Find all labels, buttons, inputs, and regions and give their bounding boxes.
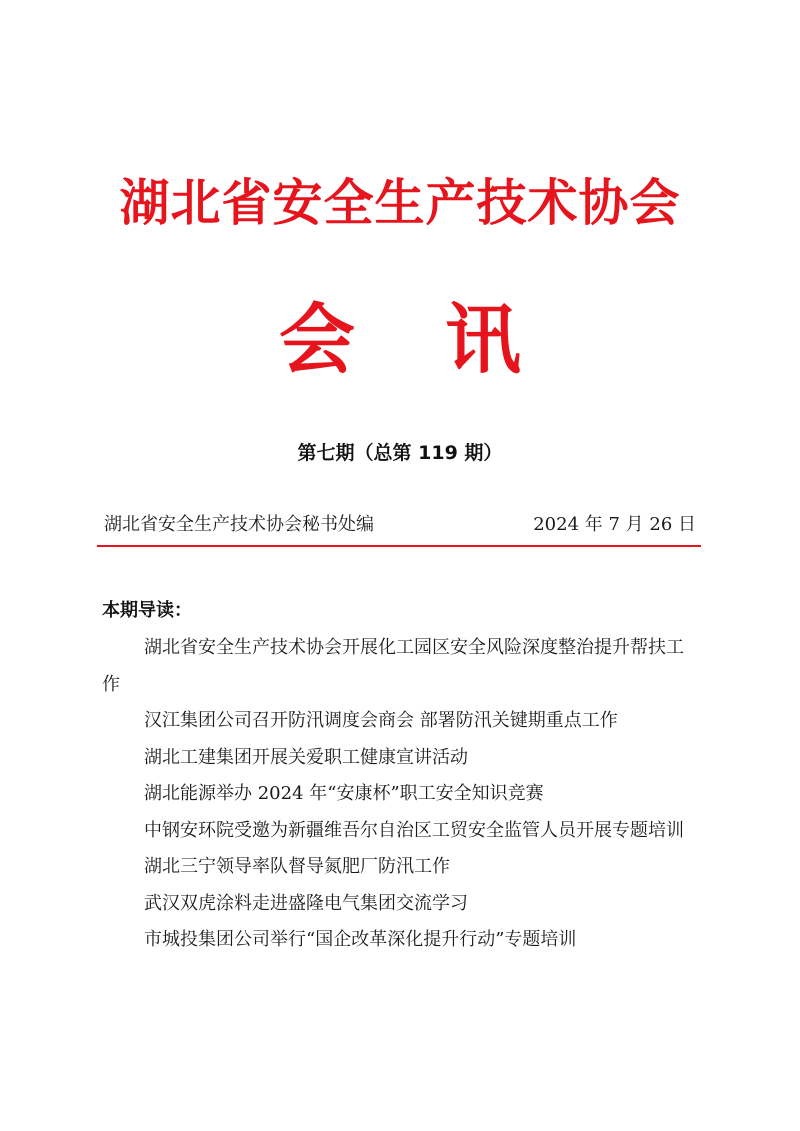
toc-item[interactable]: 武汉双虎涂料走进盛隆电气集团交流学习 — [144, 892, 468, 914]
publish-date: 2024 年 7 月 26 日 — [533, 514, 696, 535]
organization-title: 湖北省安全生产技术协会 — [119, 173, 681, 232]
toc-item[interactable]: 湖北三宁领导率队督导氮肥厂防汛工作 — [144, 856, 450, 877]
toc-item[interactable]: 湖北工建集团开展关爱职工健康宣讲活动 — [144, 746, 468, 768]
publication-title: 会讯 — [279, 295, 611, 384]
toc-item[interactable]: 汉江集团公司召开防汛调度会商会 部署防汛关键期重点工作 — [144, 710, 618, 731]
toc-item[interactable]: 中钢安环院受邀为新疆维吾尔自治区工贸安全监管人员开展专题培训 — [144, 819, 684, 841]
toc-item[interactable]: 市城投集团公司举行“国企改革深化提升行动”专题培训 — [144, 929, 577, 950]
toc-item[interactable]: 湖北能源举办 2024 年“安康杯”职工安全知识竞赛 — [144, 783, 544, 804]
red-divider — [97, 545, 701, 547]
editor-name: 湖北省安全生产技术协会秘书处编 — [104, 514, 374, 535]
issue-number: 第七期（总第 119 期） — [297, 442, 503, 464]
editor-row — [104, 510, 696, 540]
toc-item[interactable]: 湖北省安全生产技术协会开展化工园区安全风险深度整治提升帮扶工作 — [102, 637, 684, 695]
toc-heading: 本期导读： — [102, 600, 192, 621]
toc-list — [102, 630, 700, 959]
